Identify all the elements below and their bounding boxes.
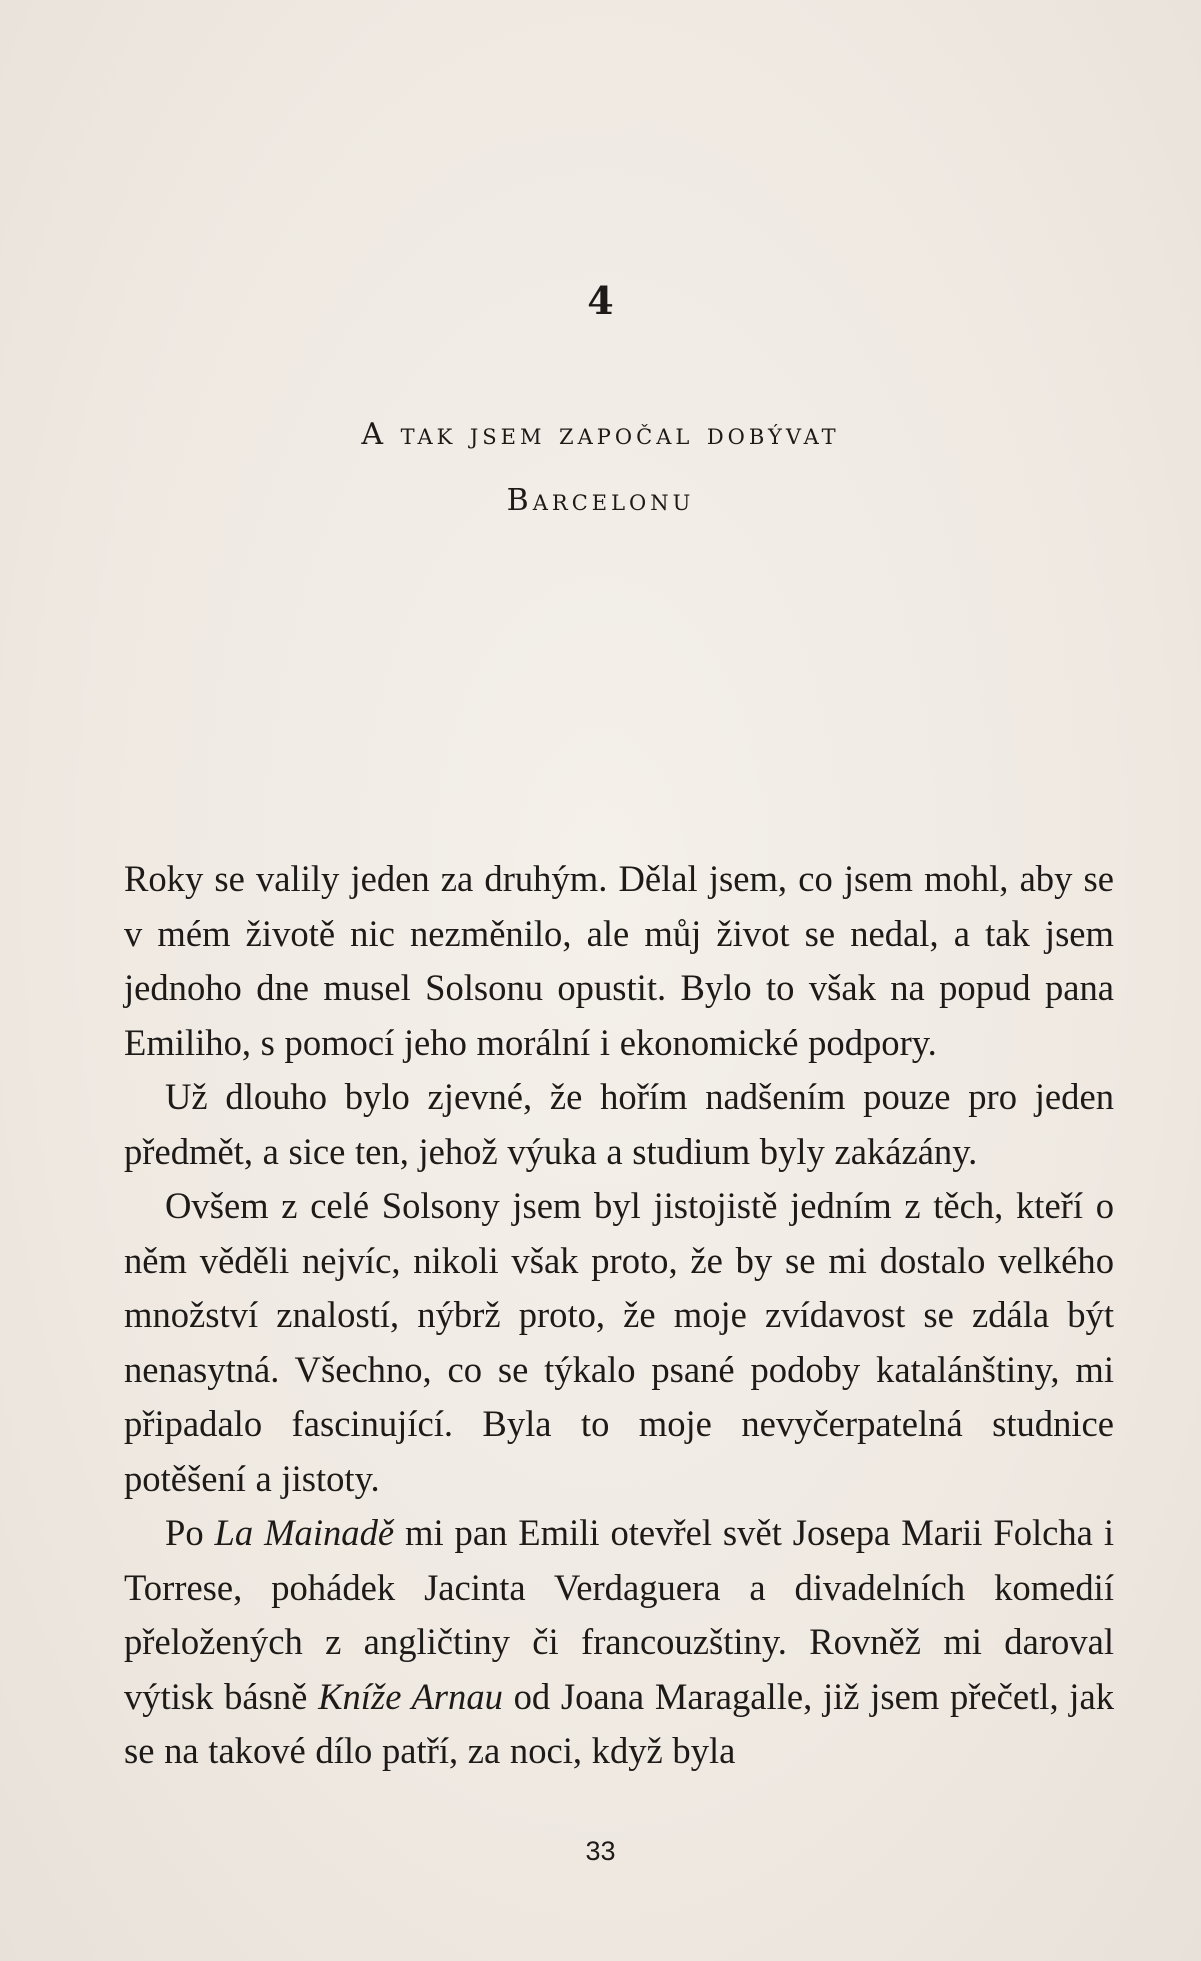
paragraph-4-middle: mi pan Emili otevřel svět Josepa Marii Folcha i Torrese, pohádek Jacinta Verdaguera a divadelních komedií přeložených z angličtiny či francouzštiny. Rovněž mi daroval výtisk básně (124, 1512, 1114, 1717)
paragraph-3: Ovšem z celé Solsony jsem byl jistojistě jedním z těch, kteří o něm věděli nejvíc, nikoli však proto, že by se mi dostalo velkého množství znalostí, nýbrž proto, že moje zvídavost se zdála být nenasytná. Všechno, co se týkalo psané podoby katalánštiny, mi připadalo fascinující. Byla to moje nevyčerpatelná studnice potěšení a jistoty. (124, 1185, 1114, 1499)
chapter-body (124, 852, 1114, 1779)
paragraph-4-start: Po (165, 1512, 215, 1553)
paragraph-4-end: od Joana Maragalle, již jsem přečetl, jak se na takové dílo patří, za noci, když byla (124, 1675, 1114, 1771)
chapter-title-line-2: Barcelonu (506, 483, 695, 518)
paragraph-4 (124, 1506, 1114, 1779)
paragraph-2: Už dlouho bylo zjevné, že hořím nadšením pouze pro jeden předmět, a sice ten, jehož výuka a studium byly zakázány. (124, 1076, 1114, 1172)
book-title-la-mainada: La Mainadě (214, 1512, 395, 1553)
chapter-number: 4 (587, 278, 614, 323)
chapter-title-line-1: A tak jsem započal dobývat (361, 417, 840, 452)
chapter-title (0, 402, 1201, 534)
paragraph-1: Roky se valily jeden za druhým. Dělal jsem, co jsem mohl, aby se v mém životě nic nezměnilo, ale můj život se nedal, a tak jsem jednoho dne musel Solsonu opustit. Bylo to však na popud pana Emiliho, s pomocí jeho morální i ekonomické podpory. (124, 858, 1114, 1063)
book-title-knize-arnau: Kníže Arnau (318, 1675, 503, 1717)
page-number: 33 (585, 1836, 616, 1866)
